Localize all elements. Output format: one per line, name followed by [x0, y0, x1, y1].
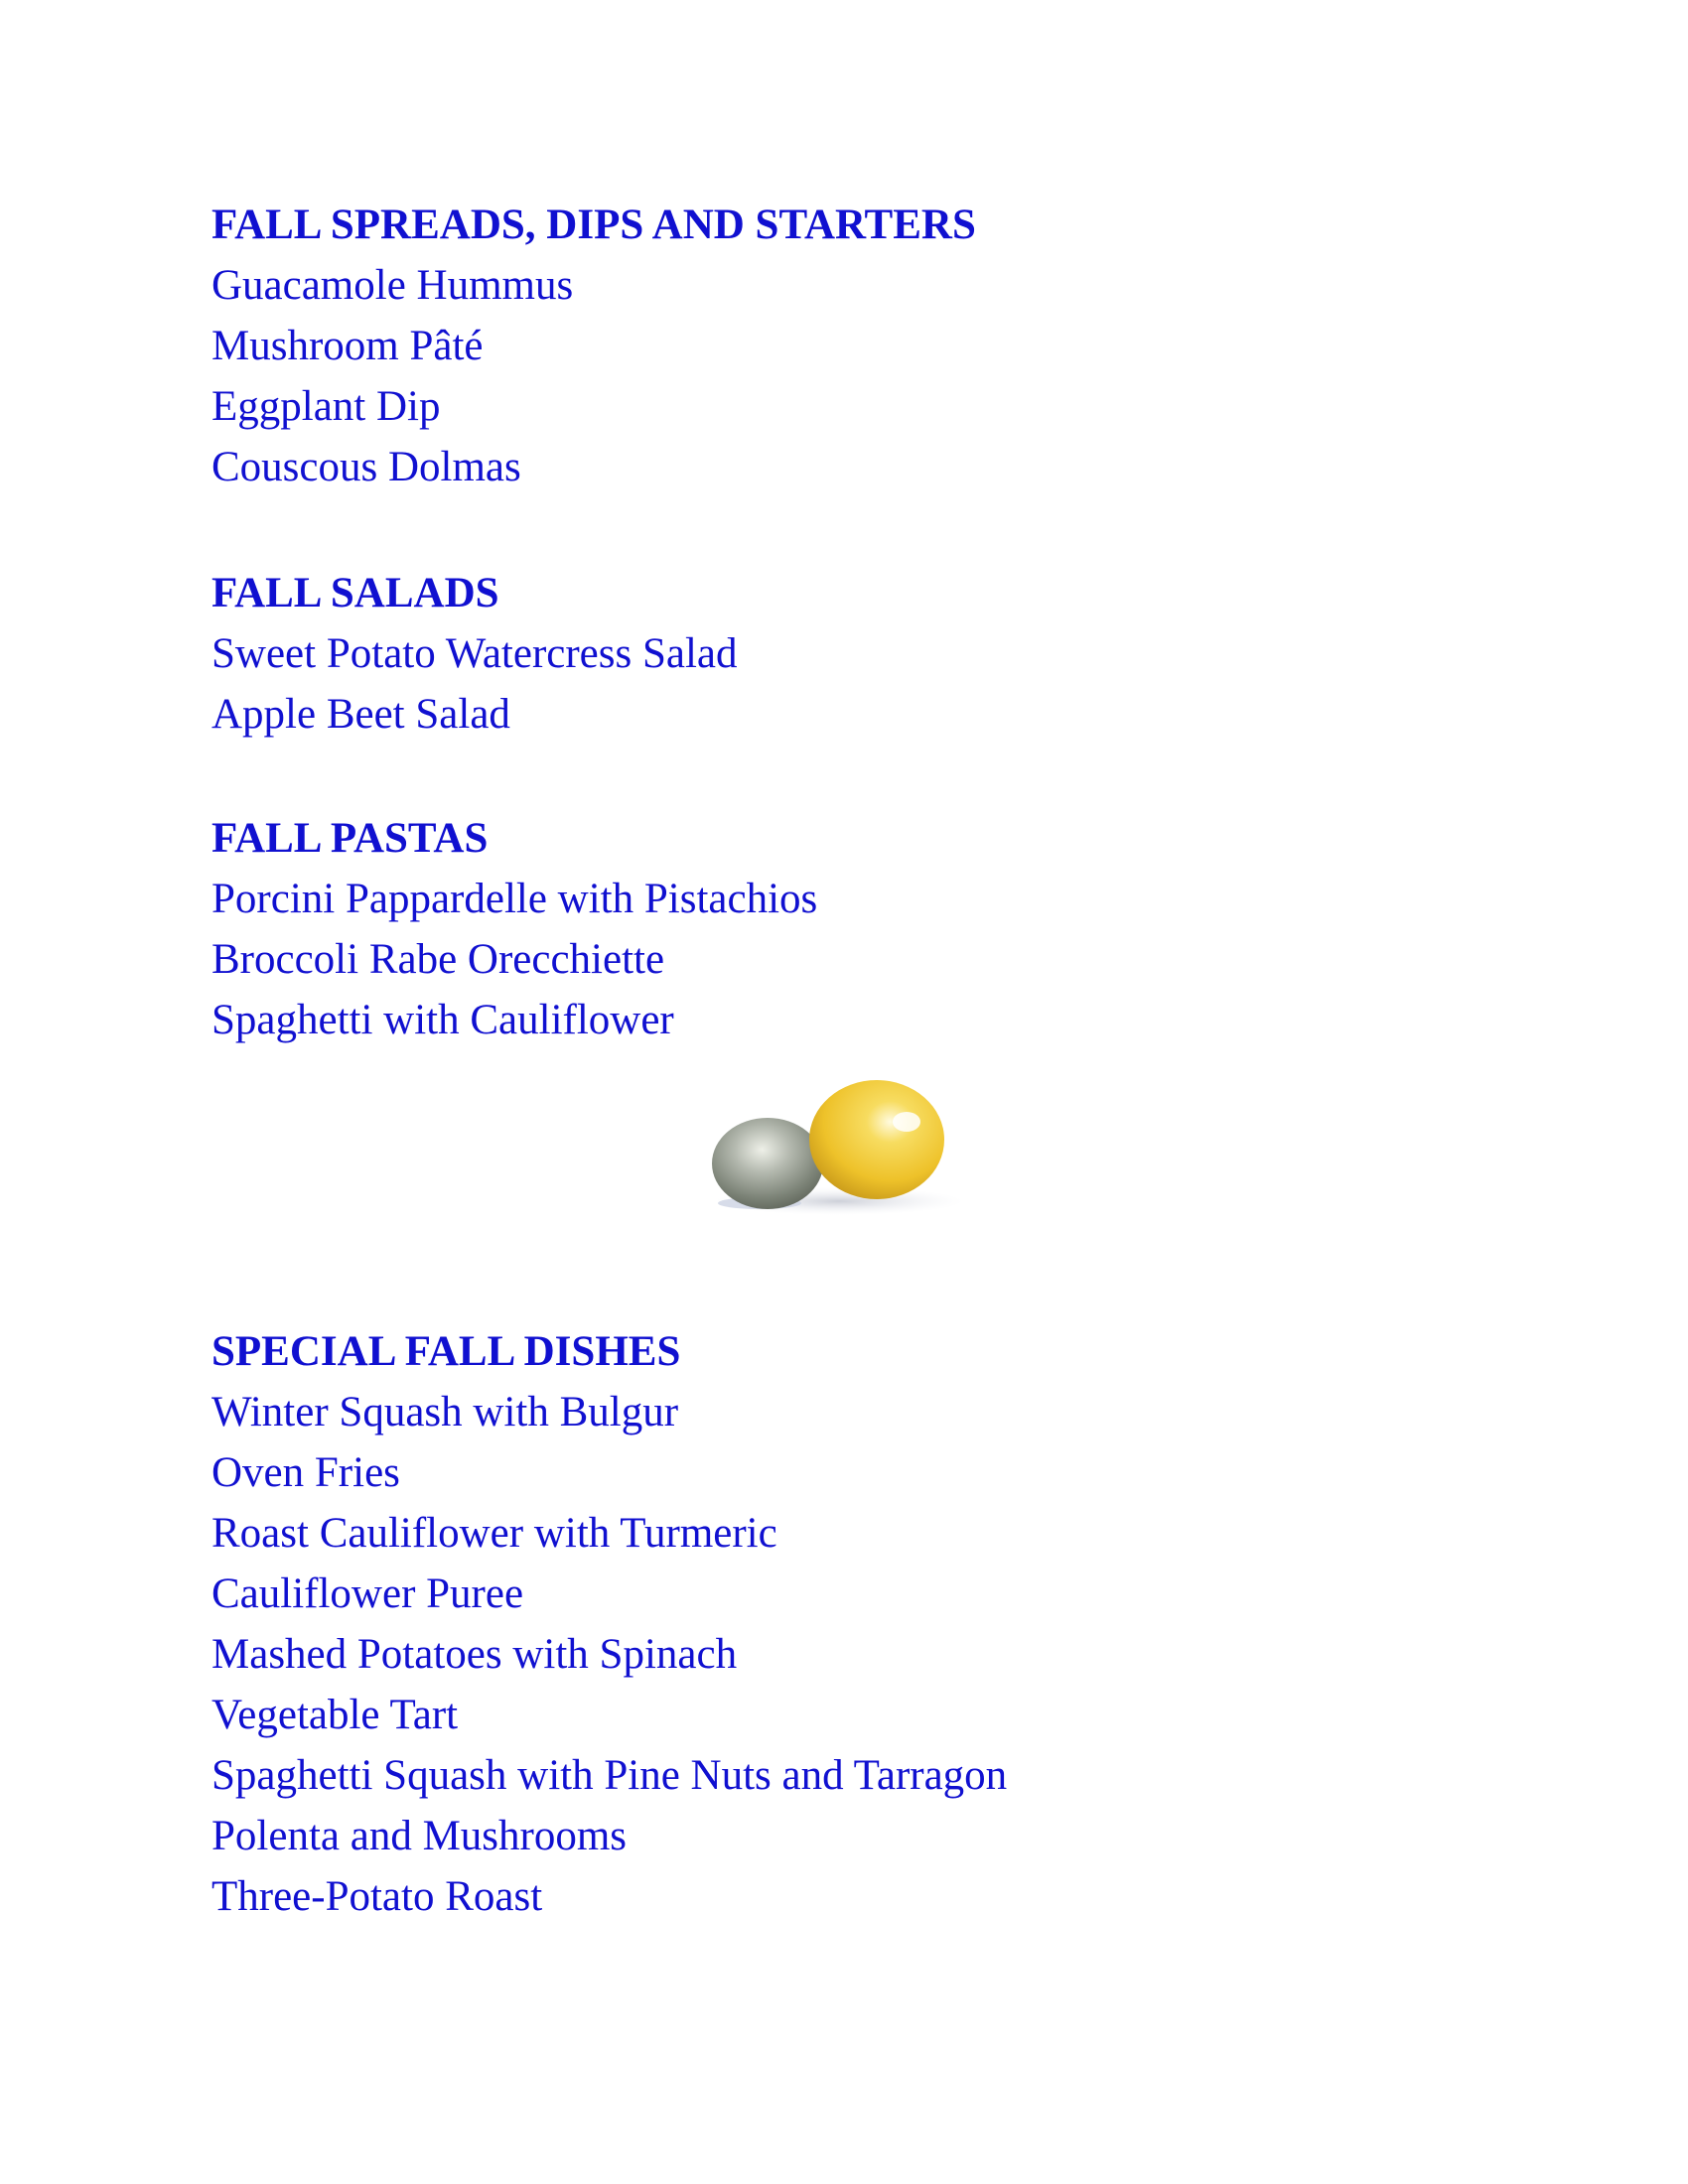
menu-item: Polenta and Mushrooms [211, 1813, 628, 1859]
menu-item: Porcini Pappardelle with Pistachios [211, 876, 818, 922]
section-salads [211, 563, 1502, 745]
section-heading: FALL SPREADS, DIPS AND STARTERS [211, 202, 976, 248]
menu-item: Roast Cauliflower with Turmeric [211, 1510, 777, 1557]
menu-item: Three-Potato Roast [211, 1873, 543, 1920]
section-special-dishes [211, 1321, 1502, 1927]
menu-item: Sweet Potato Watercress Salad [211, 630, 738, 677]
menu-item: Cauliflower Puree [211, 1570, 524, 1617]
section-pastas [211, 808, 1502, 1050]
menu-item: Apple Beet Salad [211, 691, 510, 738]
section-heading: FALL SALADS [211, 570, 499, 616]
section-spreads-dips-starters [211, 195, 1502, 497]
potatoes-illustration-icon [700, 1072, 988, 1221]
menu-item: Broccoli Rabe Orecchiette [211, 936, 665, 983]
menu-item: Spaghetti with Cauliflower [211, 997, 674, 1043]
menu-item: Eggplant Dip [211, 383, 441, 430]
menu-item: Couscous Dolmas [211, 444, 521, 490]
menu-item: Oven Fries [211, 1449, 400, 1496]
section-heading: SPECIAL FALL DISHES [211, 1328, 681, 1375]
menu-item: Mashed Potatoes with Spinach [211, 1631, 738, 1678]
menu-item: Winter Squash with Bulgur [211, 1389, 679, 1435]
menu-item: Mushroom Pâté [211, 323, 484, 369]
menu-item: Spaghetti Squash with Pine Nuts and Tarragon [211, 1752, 1008, 1799]
menu-item: Guacamole Hummus [211, 262, 574, 309]
section-heading: FALL PASTAS [211, 815, 489, 862]
menu-item: Vegetable Tart [211, 1692, 459, 1738]
